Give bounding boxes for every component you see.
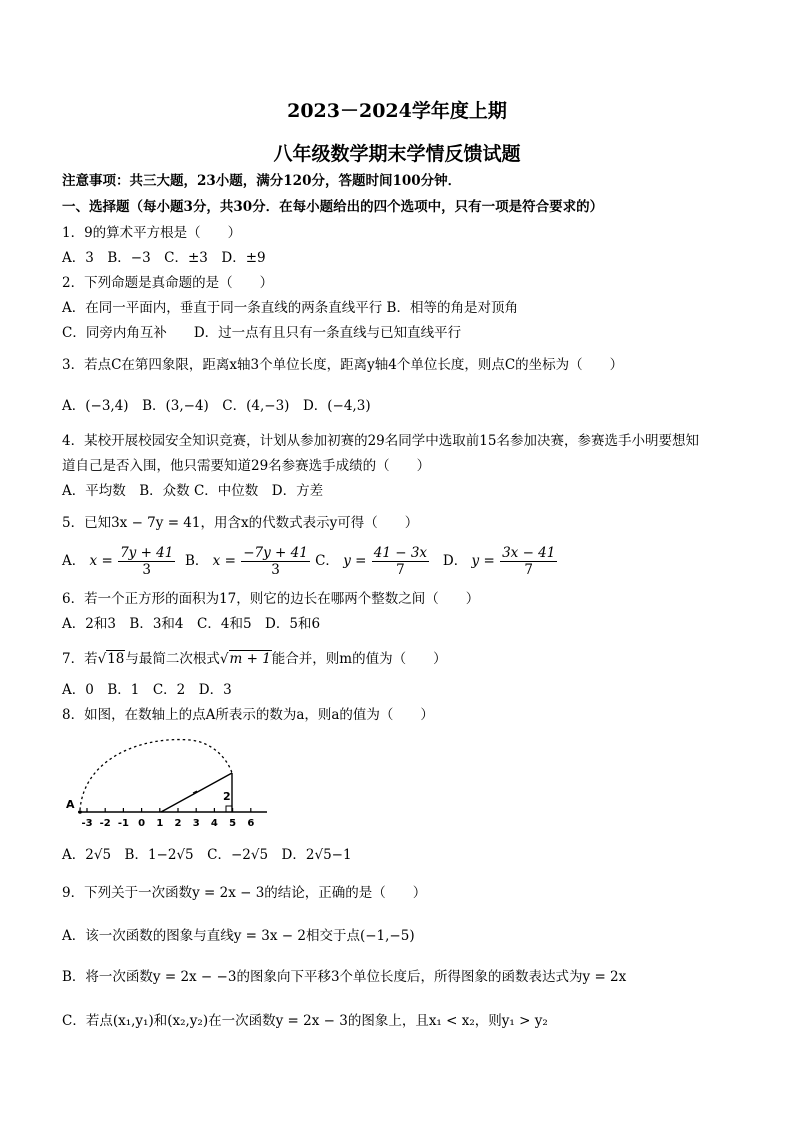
q7-radicand-1: 18	[107, 651, 125, 667]
q5-d-fraction	[500, 545, 557, 578]
q7-stem-mid: 与最简二次根式	[125, 651, 220, 667]
q2-options-line1: A．在同一平面内，垂直于同一条直线的两条直线平行 B．相等的角是对顶角	[62, 300, 518, 316]
q8-options: A．2√5 B．1−2√5 C．−2√5 D．2√5−1	[62, 847, 352, 863]
q9-option-c: C．若点(x₁,y₁)和(x₂,y₂)在一次函数y = 2x − 3的图象上，且x₁ < x₂，则y₁ > y₂	[62, 1013, 548, 1029]
q1-stem: 1．9的算术平方根是（ ）	[62, 225, 242, 241]
q8-tick-label: 3	[192, 818, 200, 829]
exam-year-title: 2023－2024学年度上期	[287, 100, 507, 122]
q3-stem: 3．若点C在第四象限，距离x轴3个单位长度，距离y轴4个单位长度，则点C的坐标为（ ）	[62, 357, 624, 373]
q7-stem: 7．若√18与最简二次根式√m + 1能合并，则m的值为（ ）	[62, 651, 447, 667]
q5-b-fraction	[241, 545, 310, 578]
q7-stem-post: 能合并，则m的值为（ ）	[271, 651, 447, 667]
q8-point-a	[78, 810, 82, 814]
q8-tick-label: -3	[81, 818, 93, 829]
q8-tick-label: 6	[247, 818, 255, 829]
q8-stem: 8．如图，在数轴上的点A所表示的数为a，则a的值为（ ）	[62, 707, 434, 723]
q7-radicand-2: m + 1	[229, 651, 271, 667]
q5-b-lhs: x =	[212, 553, 236, 569]
q5-c-numerator: 41 − 3x	[373, 545, 428, 561]
q5-a-denominator: 3	[142, 562, 151, 578]
q8-tick-label: 2	[174, 818, 182, 829]
q5-d-numerator: 3x − 41	[502, 545, 556, 561]
q6-options: A．2和3 B．3和4 C．4和5 D．5和6	[62, 616, 321, 632]
q5-c-fraction	[372, 545, 429, 578]
q8-right-angle-mark	[226, 806, 232, 812]
q2-options-line2: C．同旁内角互补 D．过一点有且只有一条直线与已知直线平行	[62, 325, 462, 341]
q8-tick-label: -1	[117, 818, 129, 829]
q1-options: A．3 B．−3 C．±3 D．±9	[62, 250, 266, 266]
q5-c-lhs: y =	[343, 553, 367, 569]
q8-hypotenuse	[161, 773, 232, 812]
q4-stem-line2: 道自己是否入围，他只需要知道29名参赛选手成绩的（ ）	[62, 458, 431, 474]
q5-options	[62, 545, 558, 578]
q8-dotted-arc	[80, 740, 232, 810]
q5-stem: 5．已知3x − 7y = 41，用含x的代数式表示y可得（ ）	[62, 515, 419, 531]
exam-notice: 注意事项：共三大题，23小题，满分120分，答题时间100分钟．	[62, 173, 462, 189]
q8-tick-label: 0	[138, 818, 146, 829]
q8-tick-group	[81, 808, 254, 829]
q5-a-lhs: x =	[89, 553, 113, 569]
q9-option-b: B．将一次函数y = 2x − −3的图象向下平移3个单位长度后，所得图象的函数表达式为y = 2x	[62, 969, 627, 985]
q5-a-fraction	[118, 545, 175, 578]
q3-options: A．(−3,4) B．(3,−4) C．(4,−3) D．(−4,3)	[62, 398, 371, 414]
q5-c-label: C．	[315, 553, 339, 569]
q8-point-a-label: A	[66, 798, 75, 811]
q9-option-a: A．该一次函数的图象与直线y = 3x − 2相交于点(−1,−5)	[62, 928, 415, 944]
q8-tick-label: 5	[229, 818, 237, 829]
q5-b-denominator: 3	[271, 562, 280, 578]
q6-stem: 6．若一个正方形的面积为17，则它的边长在哪两个整数之间（ ）	[62, 591, 480, 607]
q5-a-label: A．	[62, 553, 86, 569]
q4-options: A．平均数 B．众数 C．中位数 D．方差	[62, 483, 324, 499]
q5-c-denominator: 7	[396, 562, 405, 578]
q8-tick-label: -2	[99, 818, 111, 829]
q4-stem-line1: 4．某校开展校园安全知识竞赛，计划从参加初赛的29名同学中选取前15名参加决赛，参赛选手小明要想知	[62, 433, 699, 449]
q8-segment-length-label: 2	[223, 790, 231, 803]
q8-number-line-figure	[62, 728, 272, 832]
q5-a-numerator: 7y + 41	[120, 545, 174, 561]
exam-main-title: 八年级数学期末学情反馈试题	[273, 143, 521, 165]
q8-tick-label: 1	[156, 818, 164, 829]
q7-stem-pre: 7．若	[62, 651, 98, 667]
q2-stem: 2．下列命题是真命题的是（ ）	[62, 275, 274, 291]
q9-stem: 9．下列关于一次函数y = 2x − 3的结论，正确的是（ ）	[62, 885, 427, 901]
section1-heading: 一、选择题（每小题3分，共30分．在每小题给出的四个选项中，只有一项是符合要求的）	[62, 199, 604, 215]
q5-d-lhs: y =	[471, 553, 495, 569]
q8-tick-label: 4	[210, 818, 218, 829]
q7-options: A．0 B．1 C．2 D．3	[62, 682, 232, 698]
q5-d-denominator: 7	[524, 562, 534, 578]
q5-b-numerator: −7y + 41	[243, 545, 308, 561]
q5-d-label: D．	[442, 553, 468, 569]
q5-b-label: B．	[184, 553, 209, 569]
